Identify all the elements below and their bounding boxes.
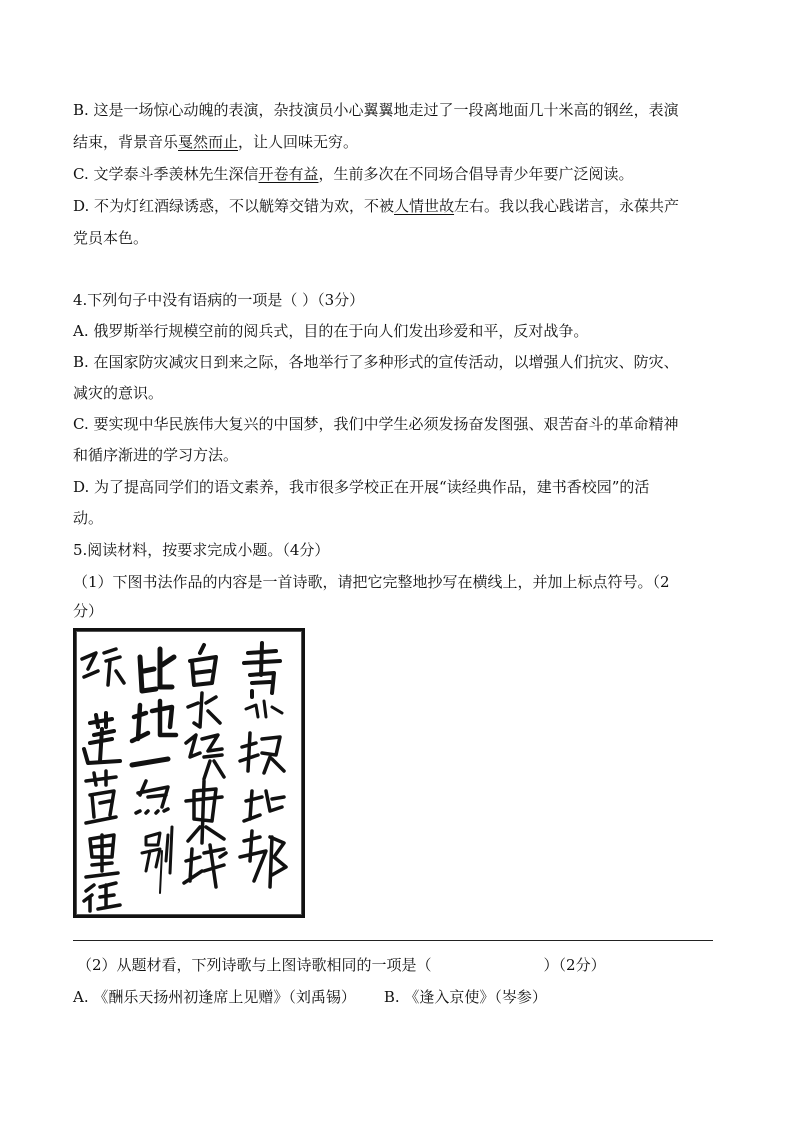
q5-sub2-pre: （2）从题材看，下列诗歌与上图诗歌相同的一项是（ (77, 956, 432, 974)
q4-option-a: A. 俄罗斯举行规模空前的阅兵式，目的在于向人们发出珍爱和平，反对战争。 (73, 322, 589, 340)
q3-option-d-line1 (73, 196, 679, 216)
q5-sub2-option-a: A. 《酬乐天扬州初逢席上见赠》（刘禹锡） (73, 988, 356, 1006)
q3-option-d-post: 左右。我以我心践诺言，永葆共产 (454, 197, 680, 215)
q3-option-b-line2 (73, 132, 358, 152)
q3-option-b-line1: B. 这是一场惊心动魄的表演，杂技演员小心翼翼地走过了一段离地面几十米高的钢丝，表演 (73, 101, 679, 119)
q5-stem: 5.阅读材料，按要求完成小题。（4分） (73, 541, 330, 559)
q4-option-d-line2: 动。 (73, 509, 104, 527)
q4-option-c-line2: 和循序渐进的学习方法。 (73, 446, 239, 464)
q3-option-c-pre: C. 文学泰斗季羡林先生深信 (73, 165, 259, 183)
q3-option-b-underlined-phrase: 戛然而止 (178, 133, 239, 151)
q3-option-c-post: ，生前多次在不同场合倡导青少年要广泛阅读。 (318, 165, 634, 183)
q4-option-c-line1: C. 要实现中华民族伟大复兴的中国梦，我们中学生必须发扬奋发图强、艰苦奋斗的革命精神 (73, 415, 679, 433)
q4-stem: 4.下列句子中没有语病的一项是（ ）（3分） (73, 291, 365, 309)
q3-option-d-pre: D. 不为灯红酒绿诱惑，不以觥筹交错为欢，不被 (73, 197, 395, 215)
q5-sub2-option-b: B. 《逢入京使》（岑参） (383, 988, 547, 1006)
q4-option-b-line1: B. 在国家防灾减灾日到来之际，各地举行了多种形式的宣传活动，以增强人们抗灾、防灾、 (73, 353, 679, 371)
calligraphy-artwork (73, 628, 305, 918)
calligraphy-strokes (76, 631, 302, 915)
q5-sub2-options (73, 987, 547, 1007)
q5-sub1-line2: 分） (73, 602, 104, 620)
q5-sub2-post: ）（2分） (543, 956, 606, 974)
answer-line (73, 940, 713, 941)
q3-option-d-line2: 党员本色。 (73, 229, 149, 247)
q4-option-d-line1: D. 为了提高同学们的语文素养，我市很多学校正在开展“读经典作品，建书香校园”的活 (73, 478, 650, 496)
q3-option-b-line2-post: ，让人回味无穷。 (238, 133, 359, 151)
q4-option-b-line2: 减灾的意识。 (73, 384, 164, 402)
q3-option-c (73, 164, 634, 184)
q3-option-b-line2-pre: 结束，背景音乐 (73, 133, 179, 151)
q5-sub2-stem (77, 955, 606, 975)
q3-option-c-underlined-phrase: 开卷有益 (258, 165, 319, 183)
q5-sub1-line1: （1）下图书法作品的内容是一首诗歌，请把它完整地抄写在横线上，并加上标点符号。（2 (73, 573, 670, 591)
q3-option-d-underlined-phrase: 人情世故 (394, 197, 455, 215)
